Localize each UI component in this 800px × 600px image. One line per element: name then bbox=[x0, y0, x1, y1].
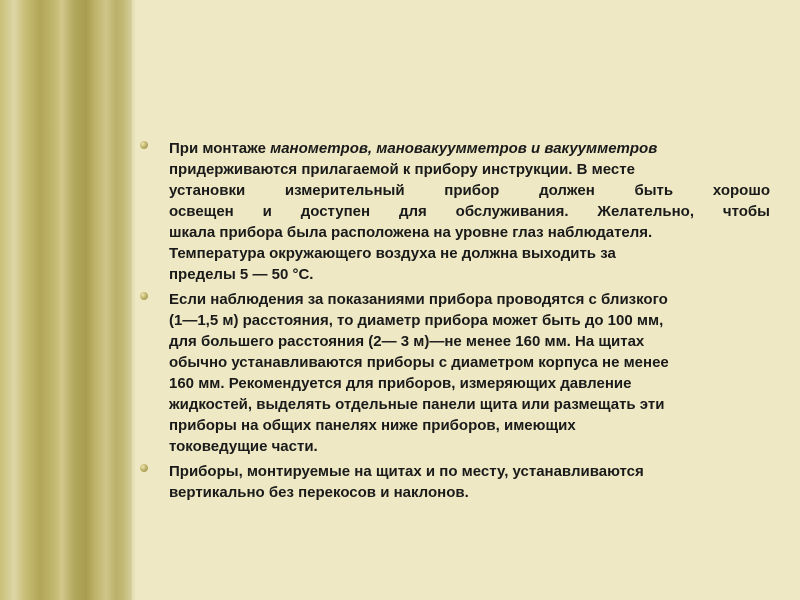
text-line: придерживаются прилагаемой к прибору инструкции. В месте bbox=[169, 161, 635, 178]
bullet-item-observation-distance bbox=[138, 289, 770, 457]
bullet-item-mounting bbox=[138, 461, 770, 503]
decorative-side-band bbox=[0, 0, 132, 600]
text-line: Если наблюдения за показаниями прибора проводятся с близкого bbox=[169, 291, 668, 308]
bullet-item-installation bbox=[138, 138, 770, 285]
text-line: приборы на общих панелях ниже приборов, имеющих bbox=[169, 417, 576, 434]
text-run: При монтаже bbox=[169, 140, 271, 157]
bullet-text bbox=[169, 138, 770, 285]
text-line: Температура окружающего воздуха не должна выходить за bbox=[169, 245, 616, 262]
text-line: освещен и доступен для обслуживания. Желательно, чтобы bbox=[169, 203, 770, 220]
band-divider bbox=[132, 0, 135, 600]
bullet-icon bbox=[140, 292, 148, 300]
text-line: токоведущие части. bbox=[169, 438, 318, 455]
text-line: вертикально без перекосов и наклонов. bbox=[169, 484, 469, 501]
text-line: (1—1,5 м) расстояния, то диаметр прибора может быть до 100 мм, bbox=[169, 312, 664, 329]
bullet-list bbox=[138, 138, 770, 503]
bullet-icon bbox=[140, 464, 148, 472]
text-line: жидкостей, выделять отдельные панели щита или размещать эти bbox=[169, 396, 665, 413]
text-line: для большего расстояния (2— 3 м)—не менее 160 мм. На щитах bbox=[169, 333, 645, 350]
text-line: установки измерительный прибор должен быть хорошо bbox=[169, 182, 770, 199]
emphasis-text: манометров, мановакуумметров и вакуумметров bbox=[270, 140, 658, 157]
bullet-icon bbox=[140, 141, 148, 149]
text-line: обычно устанавливаются приборы с диаметром корпуса не менее bbox=[169, 354, 669, 371]
text-line: 160 мм. Рекомендуется для приборов, измеряющих давление bbox=[169, 375, 632, 392]
bullet-text bbox=[169, 461, 770, 503]
text-line: Приборы, монтируемые на щитах и по месту, устанавливаются bbox=[169, 463, 644, 480]
text-line bbox=[169, 138, 770, 159]
text-line: шкала прибора была расположена на уровне глаз наблюдателя. bbox=[169, 224, 653, 241]
text-line: пределы 5 — 50 °С. bbox=[169, 266, 314, 283]
bullet-text bbox=[169, 289, 770, 457]
slide-body bbox=[138, 138, 770, 507]
